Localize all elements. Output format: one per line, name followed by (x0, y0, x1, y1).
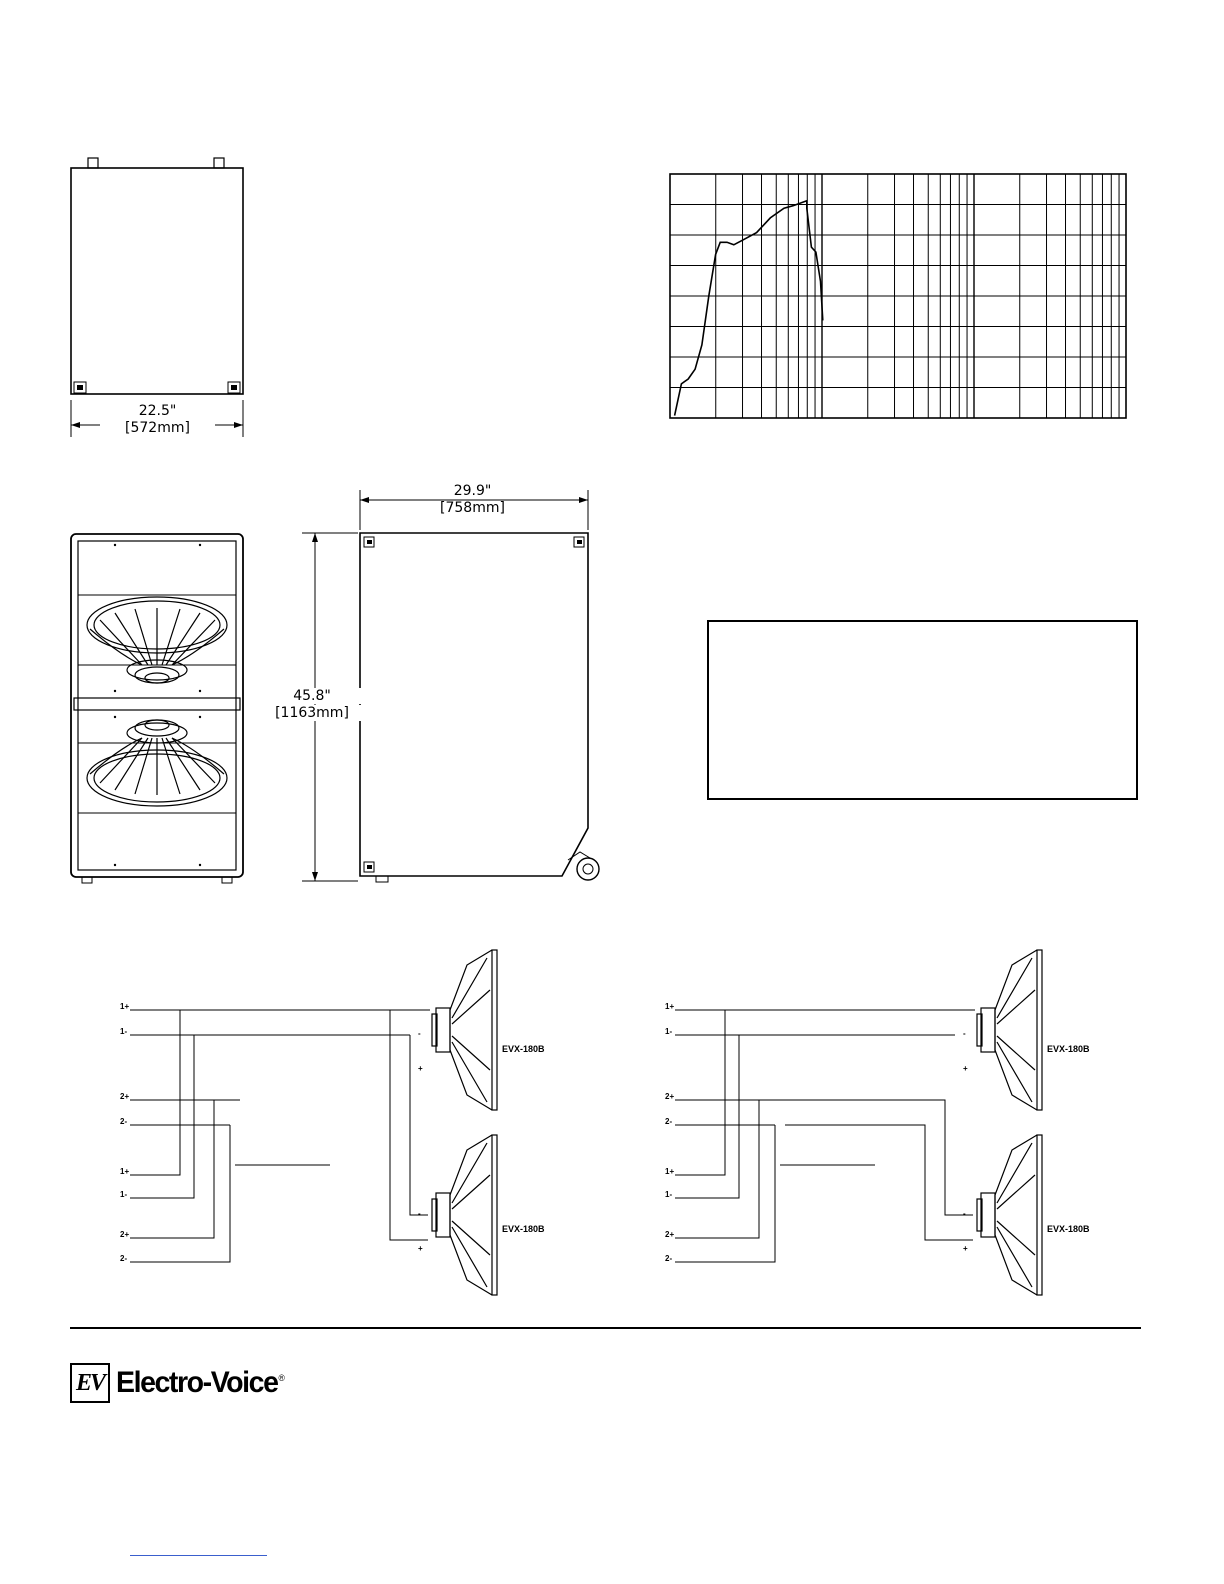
input-label-top: 1+ (665, 1002, 675, 1011)
input-label-top: 2- (665, 1117, 673, 1126)
footer-link-underline[interactable] (130, 1555, 267, 1556)
driver-frame (1037, 950, 1042, 1110)
polarity-plus-top: + (963, 1064, 968, 1073)
depth-inches-label: 29.9" (415, 483, 530, 499)
height-inches-label: 45.8" (262, 688, 362, 704)
wiring-diagram-left (110, 960, 545, 1320)
wire (410, 1035, 428, 1215)
wire (765, 1100, 973, 1215)
driver-frame (1037, 1135, 1042, 1295)
input-label-top: 2- (120, 1117, 128, 1126)
speaker-driver-top (977, 950, 1042, 1110)
input-label-bottom: 2- (665, 1254, 673, 1263)
speaker-driver-top (432, 950, 497, 1110)
frequency-response-chart (668, 172, 1128, 422)
driver-magnet (436, 1008, 450, 1052)
front-view-drawing (60, 525, 260, 890)
polarity-minus-bottom: - (963, 1209, 966, 1218)
driver-frame (492, 950, 497, 1110)
response-curve (675, 201, 823, 416)
input-label-top: 2+ (120, 1092, 130, 1101)
speaker-driver-bottom (977, 1135, 1042, 1295)
driver-model-label-top: EVX-180B (1047, 1044, 1090, 1054)
driver-magnet (436, 1193, 450, 1237)
polarity-plus-bottom: + (963, 1244, 968, 1253)
ev-logo-mark: EV (70, 1363, 110, 1403)
input-label-bottom: 1- (120, 1190, 128, 1199)
wire (130, 1100, 214, 1238)
footer-rule (70, 1327, 1141, 1329)
driver-ribs (452, 958, 490, 1102)
input-label-bottom: 2+ (665, 1230, 675, 1239)
input-label-bottom: 1+ (665, 1167, 675, 1176)
input-label-bottom: 2- (120, 1254, 128, 1263)
driver-basket (450, 1135, 492, 1295)
polarity-minus-top: - (963, 1029, 966, 1038)
driver-ribs (997, 958, 1035, 1102)
height-mm-label: [1163mm] (262, 705, 362, 721)
depth-mm-label: [758mm] (440, 500, 505, 516)
input-label-top: 1+ (120, 1002, 130, 1011)
input-label-top: 2+ (665, 1092, 675, 1101)
logo-wordmark (116, 1366, 283, 1400)
wire (675, 1100, 759, 1238)
driver-basket (995, 950, 1037, 1110)
driver-model-label-bottom: EVX-180B (1047, 1224, 1090, 1234)
driver-basket (450, 950, 492, 1110)
input-label-bottom: 2+ (120, 1230, 130, 1239)
polarity-plus-top: + (418, 1064, 423, 1073)
driver-model-label-bottom: EVX-180B (502, 1224, 545, 1234)
polarity-minus-top: - (418, 1029, 421, 1038)
width-mm-label: [572mm] (100, 420, 215, 436)
driver-frame (492, 1135, 497, 1295)
driver-ribs (452, 1143, 490, 1287)
wire (675, 1035, 739, 1198)
driver-basket (995, 1135, 1037, 1295)
driver-magnet (981, 1193, 995, 1237)
wire (130, 1035, 194, 1198)
input-label-top: 1- (665, 1027, 673, 1036)
driver-ribs (997, 1143, 1035, 1287)
notes-box (707, 620, 1138, 800)
polarity-plus-bottom: + (418, 1244, 423, 1253)
input-label-bottom: 1- (665, 1190, 673, 1199)
electro-voice-logo (70, 1362, 292, 1404)
driver-magnet (981, 1008, 995, 1052)
logo-word-text: Electro-Voice (116, 1366, 278, 1399)
wiring-diagram-right (655, 960, 1090, 1320)
width-inches-label: 22.5" (138, 403, 177, 419)
input-label-top: 1- (120, 1027, 128, 1036)
polarity-minus-bottom: - (418, 1209, 421, 1218)
input-label-bottom: 1+ (120, 1167, 130, 1176)
wire (390, 1010, 428, 1240)
wire (405, 1010, 410, 1035)
driver-model-label-top: EVX-180B (502, 1044, 545, 1054)
registered-mark: ® (278, 1373, 284, 1383)
speaker-driver-bottom (432, 1135, 497, 1295)
